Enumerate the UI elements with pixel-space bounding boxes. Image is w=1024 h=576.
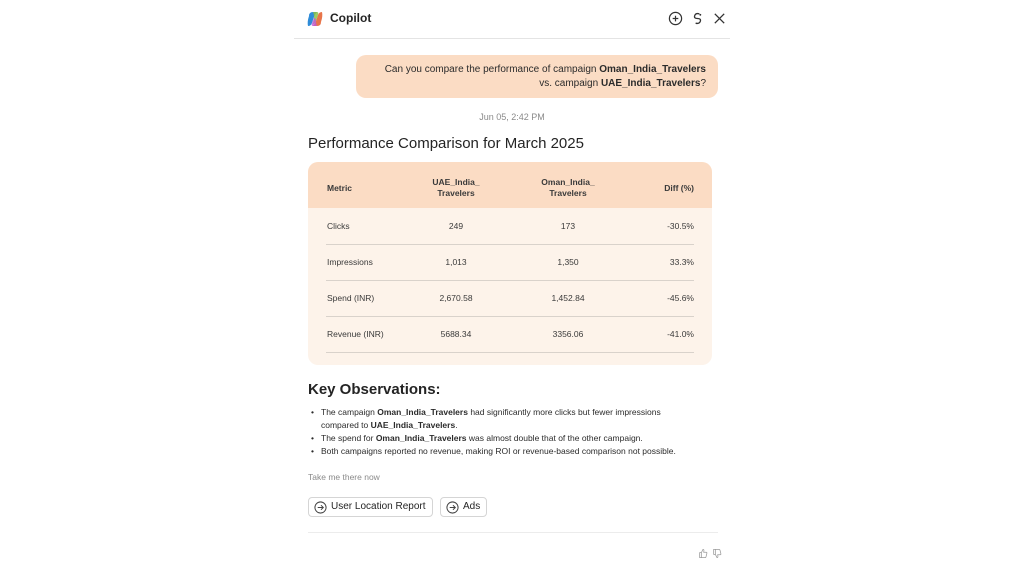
cell-oman: 1,452.84 <box>551 293 585 303</box>
response-title: Performance Comparison for March 2025 <box>308 135 584 152</box>
cell-diff: -41.0% <box>667 329 694 339</box>
observations-title: Key Observations: <box>308 381 441 398</box>
table-row <box>326 316 694 353</box>
header-oman: Oman_India_ Travelers <box>541 177 595 198</box>
new-chat-icon[interactable] <box>668 11 683 26</box>
campaign-a-name: Oman_India_Travelers <box>599 64 706 75</box>
copilot-panel <box>294 0 730 576</box>
cell-metric: Spend (INR) <box>327 293 375 303</box>
cell-diff: -45.6% <box>667 293 694 303</box>
cell-uae: 1,013 <box>445 257 467 267</box>
cell-diff: 33.3% <box>669 257 694 267</box>
message-timestamp: Jun 05, 2:42 PM <box>479 112 545 122</box>
list-item: • The campaign Oman_India_Travelers had significantly more clicks but fewer impressions compared to UAE_India_Travelers. <box>308 406 718 432</box>
table-row <box>326 208 694 245</box>
ads-button[interactable] <box>440 497 487 517</box>
copilot-profile-icon[interactable] <box>690 11 705 26</box>
chip-label: User Location Report <box>331 501 426 512</box>
list-item: • The spend for Oman_India_Travelers was almost double that of the other campaign. <box>308 432 718 445</box>
header-uae: UAE_India_ Travelers <box>432 177 480 198</box>
user-message-line-1: Can you compare the performance of campaign Oman_India_Travelers <box>384 64 706 75</box>
cell-metric: Revenue (INR) <box>327 329 384 339</box>
chip-label: Ads <box>463 501 481 512</box>
panel-header <box>294 0 730 39</box>
table-header-row <box>308 162 712 208</box>
user-message-line-2: vs. campaign UAE_India_Travelers? <box>539 78 706 89</box>
cell-uae: 5688.34 <box>440 329 472 339</box>
close-icon[interactable] <box>712 11 727 26</box>
user-message-bubble <box>356 55 718 98</box>
list-item: • Both campaigns reported no revenue, making ROI or revenue-based comparison not possible. <box>308 445 718 458</box>
table-row <box>326 244 694 281</box>
cell-oman: 173 <box>560 221 576 231</box>
cell-diff: -30.5% <box>667 221 694 231</box>
cell-metric: Impressions <box>327 257 373 267</box>
comparison-table <box>308 162 712 365</box>
header-diff: Diff (%) <box>664 183 694 193</box>
observations-list <box>308 406 718 458</box>
thumbs-down-icon[interactable] <box>712 548 722 559</box>
arrow-circle-icon <box>314 501 327 514</box>
table-row <box>326 280 694 317</box>
footer-divider <box>308 532 718 533</box>
header-metric: Metric <box>327 183 353 193</box>
campaign-b-name: UAE_India_Travelers <box>600 78 701 89</box>
cell-oman: 1,350 <box>557 257 579 267</box>
cell-oman: 3356.06 <box>552 329 584 339</box>
cell-metric: Clicks <box>327 221 350 231</box>
user-location-report-button[interactable] <box>308 497 433 517</box>
cell-uae: 249 <box>448 221 464 231</box>
copilot-logo-icon <box>306 10 324 28</box>
arrow-circle-icon <box>446 501 459 514</box>
app-title: Copilot <box>330 11 372 25</box>
cell-uae: 2,670.58 <box>439 293 473 303</box>
take-me-there-label: Take me there now <box>308 472 380 482</box>
thumbs-up-icon[interactable] <box>698 548 708 559</box>
